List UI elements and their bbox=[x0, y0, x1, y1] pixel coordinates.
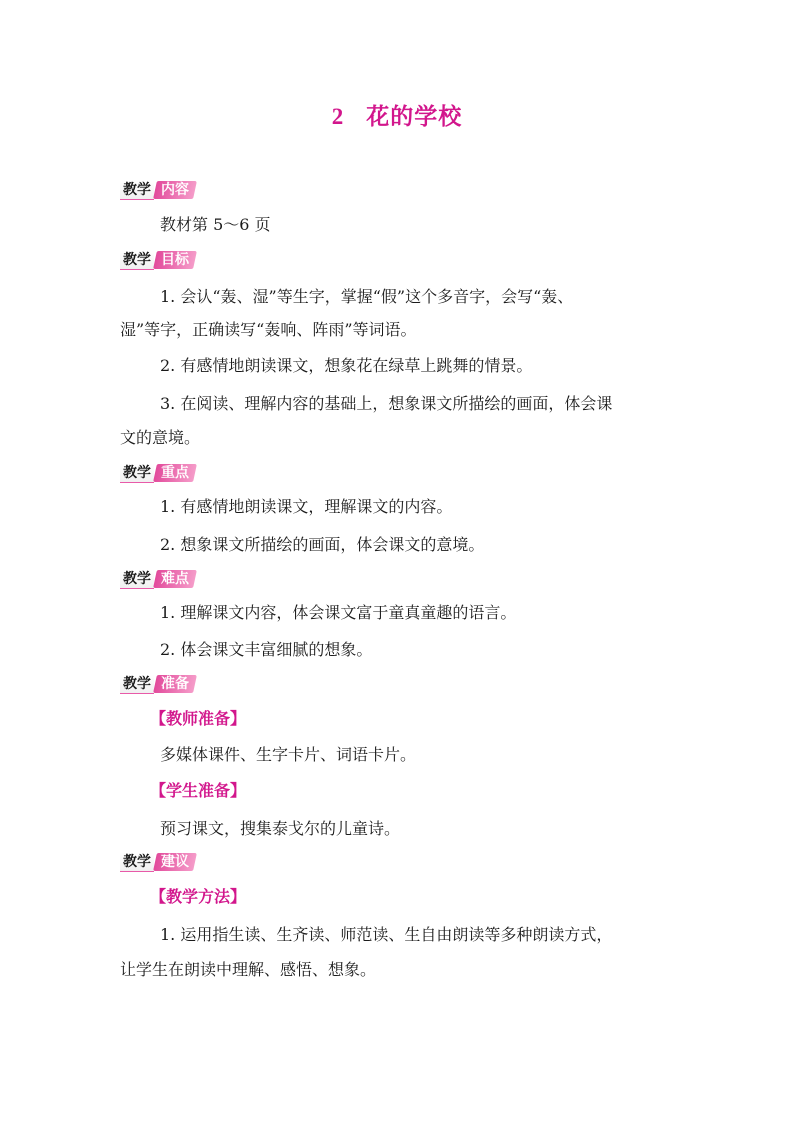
goal-2: 2. 有感情地朗读课文，想象花在绿草上跳舞的情景。 bbox=[160, 356, 533, 375]
teacher-prep-text: 多媒体课件、生字卡片、词语卡片。 bbox=[160, 745, 417, 764]
page-title bbox=[0, 98, 794, 131]
goal-1-line-2: 湿”等字，正确读写“轰响、阵雨”等词语。 bbox=[120, 320, 417, 339]
section-tag-suggestions bbox=[120, 852, 195, 872]
tag-left-label: 教学 bbox=[120, 675, 154, 694]
teacher-prep-heading: 【教师准备】 bbox=[150, 709, 247, 728]
tag-right-label: 准备 bbox=[153, 675, 197, 693]
textbook-pages: 教材第 5～6 页 bbox=[160, 215, 271, 234]
tag-right-label: 目标 bbox=[153, 251, 197, 269]
difficulty-2: 2. 体会课文丰富细腻的想象。 bbox=[160, 640, 373, 659]
student-prep-text: 预习课文，搜集泰戈尔的儿童诗。 bbox=[160, 819, 401, 838]
key-point-2: 2. 想象课文所描绘的画面，体会课文的意境。 bbox=[160, 535, 485, 554]
section-tag-preparation bbox=[120, 674, 195, 694]
lesson-title: 花的学校 bbox=[366, 104, 463, 130]
key-point-1: 1. 有感情地朗读课文，理解课文的内容。 bbox=[160, 497, 453, 516]
section-tag-key-points bbox=[120, 463, 195, 483]
tag-right-label: 建议 bbox=[153, 853, 197, 871]
tag-right-label: 重点 bbox=[153, 464, 197, 482]
section-tag-difficulties bbox=[120, 569, 195, 589]
student-prep-heading: 【学生准备】 bbox=[150, 781, 247, 800]
tag-left-label: 教学 bbox=[120, 570, 154, 589]
tag-left-label: 教学 bbox=[120, 181, 154, 200]
method-1-line-2: 让学生在朗读中理解、感悟、想象。 bbox=[120, 960, 377, 979]
tag-left-label: 教学 bbox=[120, 464, 154, 483]
goal-1-line-1: 1. 会认“轰、湿”等生字，掌握“假”这个多音字，会写“轰、 bbox=[160, 287, 574, 306]
tag-left-label: 教学 bbox=[120, 853, 154, 872]
lesson-number: 2 bbox=[331, 104, 345, 129]
tag-right-label: 难点 bbox=[153, 570, 197, 588]
section-tag-content bbox=[120, 180, 195, 200]
tag-left-label: 教学 bbox=[120, 251, 154, 270]
difficulty-1: 1. 理解课文内容，体会课文富于童真童趣的语言。 bbox=[160, 603, 517, 622]
method-1-line-1: 1. 运用指生读、生齐读、师范读、生自由朗读等多种朗读方式， bbox=[160, 925, 613, 944]
section-tag-goals bbox=[120, 250, 195, 270]
method-heading: 【教学方法】 bbox=[150, 887, 247, 906]
tag-right-label: 内容 bbox=[153, 181, 197, 199]
goal-3-line-2: 文的意境。 bbox=[120, 428, 201, 447]
goal-3-line-1: 3. 在阅读、理解内容的基础上，想象课文所描绘的画面，体会课 bbox=[160, 394, 613, 413]
